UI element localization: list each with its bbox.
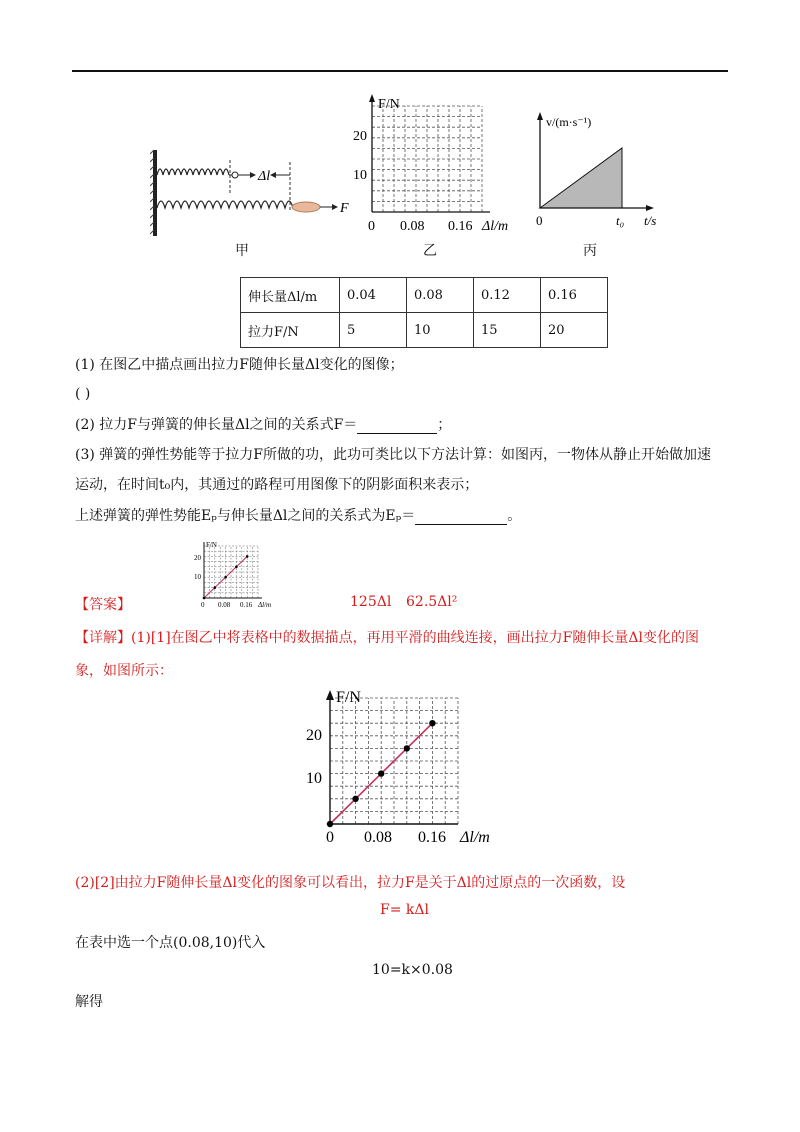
table-row [241, 278, 608, 313]
table-cell: 0.16 [541, 278, 608, 313]
question-2-text: (2) 拉力F与弹簧的伸长量Δl之间的关系式F＝ [75, 417, 358, 433]
question-3-suffix: 。 [507, 508, 522, 524]
data-table [240, 277, 608, 348]
question-3-line-3 [75, 505, 521, 525]
table-cell: 5 [340, 313, 407, 348]
answer-chart-large [300, 682, 520, 852]
jia-force-label: F [340, 201, 349, 216]
bing-t0: t₀ [616, 213, 625, 228]
answer-chart-small [192, 538, 292, 610]
large-tick-x-1: 0.08 [364, 829, 392, 846]
question-1: (1) 在图乙中描点画出拉力F随伸长量Δl变化的图像； [75, 357, 404, 373]
question-3-text: 上述弹簧的弹性势能Eₚ与伸长量Δl之间的关系式为Eₚ＝ [75, 508, 416, 524]
explanation-line-4: 在表中选一个点(0.08,10)代入 [75, 935, 266, 951]
small-tick-y-2: 20 [194, 554, 201, 562]
data-point [352, 796, 358, 802]
question-1-answer-paren: ( ) [75, 386, 91, 402]
bing-x-axis-label: t/s [644, 213, 657, 228]
data-point [224, 576, 227, 579]
large-tick-y-2: 20 [306, 727, 322, 744]
yi-tick-y-1: 10 [353, 168, 367, 183]
large-tick-x-2: 0.16 [418, 829, 446, 846]
small-x-axis-label: Δl/m [258, 601, 272, 609]
large-origin: 0 [326, 829, 334, 846]
data-point [246, 555, 249, 558]
question-3-line-1: (3) 弹簧的弹性势能等于拉力F所做的功，此功可类比以下方法计算：如图丙，一物体从静止开始做加速 [75, 447, 711, 463]
answer-label: 【答案】 [75, 597, 131, 613]
jia-caption: 甲 [235, 243, 249, 259]
bing-y-axis-label: v/(m·s⁻¹) [546, 115, 592, 129]
yi-tick-y-2: 20 [353, 129, 367, 144]
yi-caption: 乙 [423, 243, 437, 259]
small-tick-x-2: 0.16 [240, 601, 253, 609]
bing-caption: 丙 [583, 243, 597, 259]
table-cell: 0.04 [340, 278, 407, 313]
jia-delta-label: Δl [258, 169, 271, 184]
table-header-cell: 伸长量Δl/m [241, 278, 340, 313]
question-2-suffix: ； [437, 417, 452, 433]
table-header-cell: 拉力F/N [241, 313, 340, 348]
data-point [203, 597, 206, 600]
data-point [214, 586, 217, 589]
explanation-line-1: 【详解】(1)[1]在图乙中将表格中的数据描点，再用平滑的曲线连接，画出拉力F随伸长量Δl变化的图 [75, 630, 699, 646]
question-2 [75, 414, 451, 434]
table-cell: 20 [541, 313, 608, 348]
explanation-line-2: 象，如图所示： [75, 663, 173, 679]
large-x-axis-label: Δl/m [460, 829, 490, 846]
data-point [327, 821, 333, 827]
yi-y-axis-label: F/N [378, 97, 400, 112]
data-point [378, 770, 384, 776]
table-cell: 0.12 [474, 278, 541, 313]
figure-jia-spring [150, 140, 360, 240]
header-rule [72, 70, 728, 72]
table-cell: 10 [407, 313, 474, 348]
large-y-axis-label: F/N [336, 689, 361, 706]
data-point [235, 566, 238, 569]
table-row [241, 313, 608, 348]
answer-value-1: 125Δl [350, 594, 392, 610]
equation-2: 10=k×0.08 [372, 962, 453, 978]
explanation-line-3: (2)[2]由拉力F随伸长量Δl变化的图象可以看出，拉力F是关于Δl的过原点的一次函数，设 [75, 875, 626, 891]
question-3-line-2: 运动，在时间t₀内，其通过的路程可用图像下的阴影面积来表示； [75, 477, 479, 493]
answer-value-2: 62.5Δl² [406, 594, 458, 610]
bing-origin: 0 [536, 213, 543, 228]
yi-x-axis-label: Δl/m [482, 219, 509, 234]
explanation-line-5: 解得 [75, 994, 103, 1010]
yi-origin: 0 [368, 219, 375, 234]
question-2-blank[interactable] [357, 433, 437, 434]
small-tick-y-1: 10 [194, 573, 201, 581]
small-y-axis-label: F/N [206, 541, 217, 549]
small-origin: 0 [201, 601, 205, 609]
yi-tick-x-2: 0.16 [448, 219, 473, 234]
figure-bing-vt [530, 108, 670, 236]
data-point [429, 720, 435, 726]
small-tick-x-1: 0.08 [218, 601, 231, 609]
equation-1: F= kΔl [380, 902, 429, 918]
large-tick-y-1: 10 [306, 770, 322, 787]
yi-tick-x-1: 0.08 [400, 219, 425, 234]
table-cell: 0.08 [407, 278, 474, 313]
table-cell: 15 [474, 313, 541, 348]
figure-yi-grid [350, 88, 525, 236]
data-point [404, 745, 410, 751]
question-3-blank[interactable] [415, 524, 507, 525]
